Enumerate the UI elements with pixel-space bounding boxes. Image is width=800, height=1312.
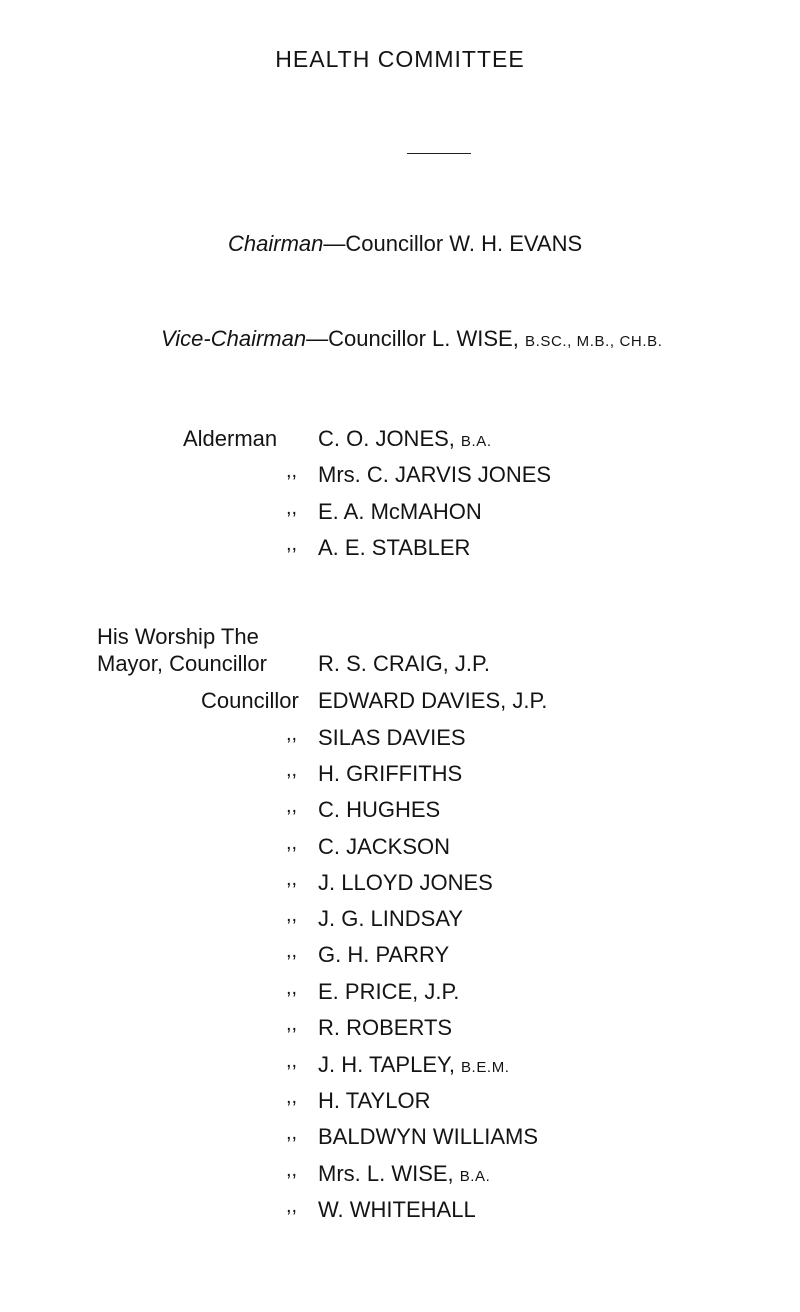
member-name xyxy=(318,942,449,968)
mayor-line-2: Mayor, Councillor xyxy=(97,651,267,676)
ditto-mark: ,, xyxy=(286,533,298,555)
member-name-text: A. E. STABLER xyxy=(318,535,471,560)
member-qualifications: B.E.M. xyxy=(460,1059,510,1076)
member-name-text: C. JACKSON xyxy=(318,834,451,859)
chairman-line xyxy=(228,231,582,257)
member-name-text: C. HUGHES xyxy=(318,797,441,822)
member-name-text: SILAS DAVIES xyxy=(318,725,466,750)
member-name-text: C. O. JONES, xyxy=(318,426,455,451)
member-name-text: BALDWYN WILLIAMS xyxy=(318,1124,539,1149)
member-name-text: W. WHITEHALL xyxy=(318,1197,476,1222)
member-name-text: Mrs. C. JARVIS JONES xyxy=(318,462,552,487)
ditto-mark: ,, xyxy=(286,1086,298,1108)
vice-chairman-line xyxy=(161,326,662,352)
ditto-mark: ,, xyxy=(286,940,298,962)
member-name xyxy=(318,979,459,1005)
member-name-text: EDWARD DAVIES, J.P. xyxy=(318,688,548,713)
member-name-text: Mrs. L. WISE, xyxy=(318,1161,454,1186)
member-name xyxy=(318,426,492,452)
chairman-dash: — xyxy=(323,231,346,256)
member-name-text: E. PRICE, J.P. xyxy=(318,979,460,1004)
member-name xyxy=(318,1015,452,1041)
ditto-mark: ,, xyxy=(286,795,298,817)
member-name xyxy=(318,870,493,896)
member-name xyxy=(318,1088,430,1114)
member-qualifications: B.A. xyxy=(460,433,492,450)
member-name-text: H. GRIFFITHS xyxy=(318,761,463,786)
ditto-mark: ,, xyxy=(286,1050,298,1072)
member-name xyxy=(318,1052,510,1078)
member-name-text: R. ROBERTS xyxy=(318,1015,453,1040)
member-name xyxy=(318,725,466,751)
chairman-name: Councillor W. H. EVANS xyxy=(345,231,583,256)
vice-chairman-role: Vice-Chairman xyxy=(161,326,307,351)
member-name xyxy=(318,834,450,860)
page-title: HEALTH COMMITTEE xyxy=(275,46,525,72)
member-name-text: J. LLOYD JONES xyxy=(318,870,493,895)
ditto-mark: ,, xyxy=(286,868,298,890)
member-name-text: G. H. PARRY xyxy=(318,942,450,967)
member-qualifications: B.A. xyxy=(459,1168,491,1185)
ditto-mark: ,, xyxy=(286,1159,298,1181)
ditto-mark: ,, xyxy=(286,1195,298,1217)
alderman-label: Alderman xyxy=(183,426,278,451)
member-name-text: H. TAYLOR xyxy=(318,1088,431,1113)
ditto-mark: ,, xyxy=(286,460,298,482)
mayor-name: R. S. CRAIG, J.P. xyxy=(318,651,490,676)
ditto-mark: ,, xyxy=(286,904,298,926)
ditto-mark: ,, xyxy=(286,1122,298,1144)
member-name-text: E. A. McMAHON xyxy=(318,499,482,524)
member-name xyxy=(318,1197,476,1223)
ditto-mark: ,, xyxy=(286,1013,298,1035)
vice-chairman-dash: — xyxy=(306,326,329,351)
member-name xyxy=(318,761,462,787)
councillor-label: Councillor xyxy=(201,688,299,713)
member-name xyxy=(318,499,482,525)
member-name xyxy=(318,535,470,561)
member-name xyxy=(318,797,440,823)
member-name xyxy=(318,462,551,488)
vice-chairman-name: Councillor L. WISE, xyxy=(328,326,519,351)
member-name-text: J. G. LINDSAY xyxy=(318,906,464,931)
member-name xyxy=(318,906,463,932)
ditto-mark: ,, xyxy=(286,977,298,999)
member-name-text: J. H. TAPLEY, xyxy=(318,1052,455,1077)
ditto-mark: ,, xyxy=(286,832,298,854)
ditto-mark: ,, xyxy=(286,759,298,781)
member-name xyxy=(318,1161,490,1187)
vice-chairman-qualifications: B.SC., M.B., CH.B. xyxy=(524,333,663,350)
title-divider xyxy=(407,153,471,154)
member-name xyxy=(318,1124,538,1150)
chairman-role: Chairman xyxy=(228,231,324,256)
member-name xyxy=(318,688,547,714)
ditto-mark: ,, xyxy=(286,497,298,519)
mayor-line-1: His Worship The xyxy=(97,624,259,649)
ditto-mark: ,, xyxy=(286,723,298,745)
